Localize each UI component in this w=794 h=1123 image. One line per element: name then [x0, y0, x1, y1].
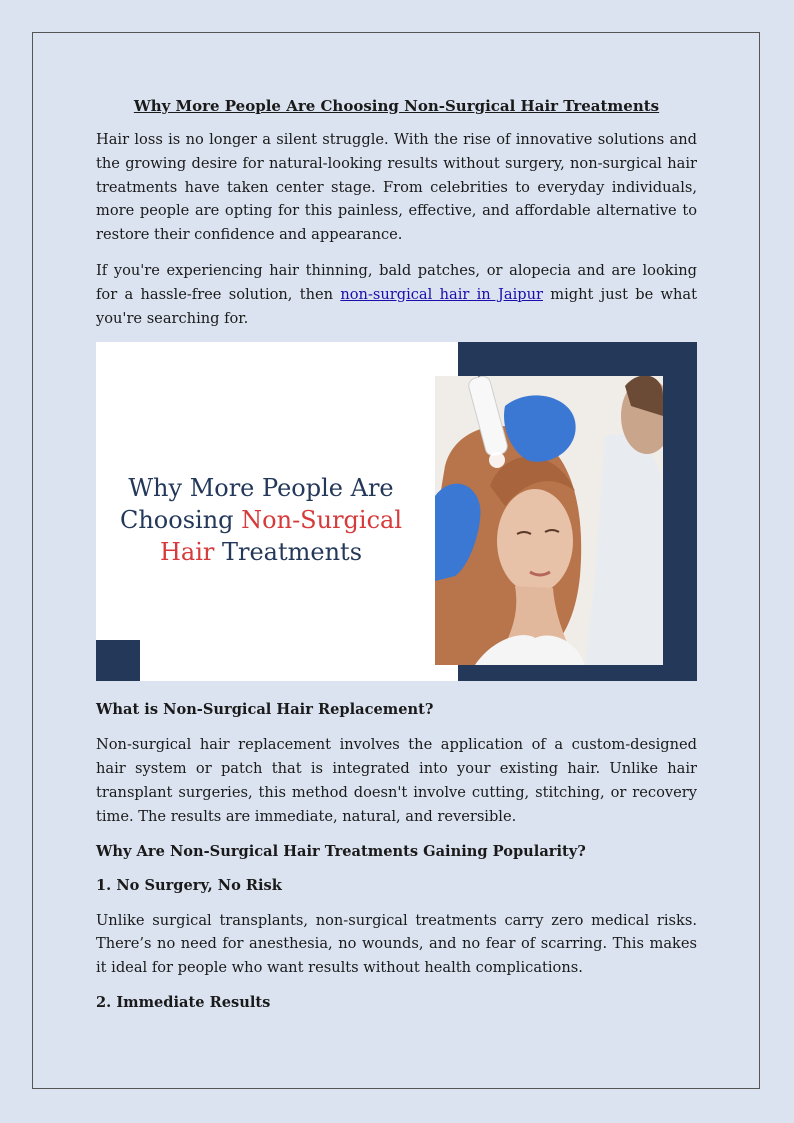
section-heading-what-is: What is Non-Surgical Hair Replacement?	[96, 701, 434, 719]
section-heading-popularity: Why Are Non-Surgical Hair Treatments Gaining Popularity?	[96, 842, 586, 860]
banner-line-1: Why More People Are	[128, 474, 394, 503]
banner-line-3: Hair Treatments	[159, 538, 363, 567]
paragraph-text-after-link: might just be what you're searching for.	[96, 285, 697, 327]
woman-hair-treatment-illustration	[435, 376, 663, 665]
intro-paragraph: Hair loss is no longer a silent struggle. With the rise of innovative solutions and the growing desire for natural-looking results without surgery, non-surgical hair treatments have taken center stage. From celebrities to everyday individuals, more people are opting for this painless, effective, and affordable alternative to restore their confidence and appearance.	[96, 131, 697, 244]
page-title: Why More People Are Choosing Non-Surgical Hair Treatments	[133, 97, 660, 115]
jaipur-paragraph	[96, 259, 697, 330]
non-surgical-hair-jaipur-link[interactable]: non-surgical hair in Jaipur	[340, 285, 543, 303]
point-heading-no-surgery: 1. No Surgery, No Risk	[96, 876, 282, 894]
banner-navy-square	[96, 640, 140, 681]
banner-heading	[106, 472, 416, 568]
hero-banner-image	[96, 342, 697, 681]
point-heading-immediate-results: 2. Immediate Results	[96, 993, 271, 1011]
banner-line-2: Choosing Non-Surgical	[119, 506, 403, 535]
paragraph-text-before-link: If you're experiencing hair thinning, bald patches, or alopecia and are looking for a hassle-free solution, then	[96, 261, 697, 303]
no-surgery-paragraph: Unlike surgical transplants, non-surgical treatments carry zero medical risks. There’s no need for anesthesia, no wounds, and no fear of scarring. This makes it ideal for people who want results without health complications.	[96, 911, 697, 977]
hair-treatment-photo	[435, 376, 663, 665]
document-body	[96, 96, 697, 1026]
what-is-paragraph: Non-surgical hair replacement involves the application of a custom-designed hair system or patch that is integrated into your existing hair. Unlike hair transplant surgeries, this method doesn't involve cutting, stitching, or recovery time. The results are immediate, natural, and reversible.	[96, 736, 697, 825]
